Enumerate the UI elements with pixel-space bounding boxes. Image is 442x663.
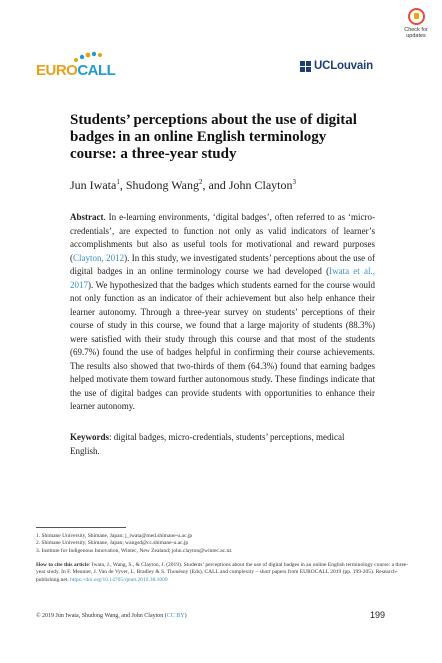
- abstract-text: ). In this study, we investigated students’ perceptions about the use of digital badges in an online terminology course we had developed (: [70, 252, 376, 276]
- author-name: Shudong Wang: [125, 178, 199, 192]
- author-separator: ,: [119, 178, 126, 192]
- footnote-divider: [36, 527, 126, 528]
- author-affiliation-marker: 2: [198, 178, 203, 186]
- abstract-text: ). We hypothesized that the badges which students earned for the course would not only function as an indicator of their achievement but also help enhance their learner autonomy. Through a three-year survey on students’ perceptions of their course of study in this course, we found that a large majority of students (88.3%) were satisfied with their study through this course and that most of the students (69.7%) found the use of badges helpful in confirming their course achievements. The results also showed that two-thirds of them (64.3%) found that earning badges helped motivate them toward further autonomous study. These findings indicate that the use of digital badges can provide students with opportunities to enhance their learner autonomy.: [70, 279, 375, 411]
- author-list: [70, 178, 390, 193]
- check-for-updates-badge[interactable]: [398, 8, 434, 48]
- author-separator: , and: [202, 178, 229, 192]
- keywords-text: : digital badges, micro-credentials, students’ perceptions, medical English.: [70, 432, 345, 456]
- keywords: [70, 431, 375, 458]
- how-to-cite-label: How to cite this article: [36, 562, 89, 568]
- copyright-notice: [36, 613, 286, 619]
- paper-title: Students’ perceptions about the use of digital badges in an online English terminology course: a three-year study: [70, 112, 357, 162]
- eurocall-wordmark: [36, 62, 115, 79]
- footnote-item: 1. Shimane University, Shimane, Japan; j_iwata@med.shimane-u.ac.jp: [36, 533, 193, 539]
- eurocall-logo: [36, 50, 116, 88]
- uclouvain-wordmark: UCLouvain: [314, 60, 373, 72]
- how-to-cite-text: : Iwata, J., Wang, S., & Clayton, J. (2019). Students’ perceptions about the use of digital badges in an online English terminology course: a three-year study. In F. Meunier, J. Van de Vyver, L. Bradley & S. Thouësny (Eds), CALL and complexity – short papers from EUROCALL 2019 (pp. 199-205). Research-publishing.net.: [36, 562, 409, 583]
- citation-link[interactable]: Iwata et al., 2017: [70, 266, 375, 290]
- author-name: John Clayton: [228, 178, 293, 192]
- author-name: Jun Iwata: [70, 178, 117, 192]
- footnote-item: 2. Shimane University, Shimane, Japan; wangsd@cc.shimane-u.ac.jp: [36, 540, 189, 547]
- keywords-label: Keywords: [70, 432, 109, 442]
- footnote-item: 3. Institute for Indigenous Innovation, Wintec, New Zealand; john.clayton@wintec.ac.nz: [36, 547, 232, 554]
- check-updates-label: Check for updates: [404, 27, 428, 39]
- eurocall-wordmark-call: CALL: [77, 62, 116, 79]
- author-affiliation-marker: 1: [116, 178, 120, 186]
- abstract-label: Abstract: [70, 212, 104, 222]
- eurocall-wordmark-euro: EURO: [36, 62, 78, 79]
- copyright-text-end: ): [184, 613, 187, 619]
- uclouvain-logo: [300, 59, 373, 73]
- footnotes: [36, 533, 416, 555]
- citation-link[interactable]: Clayton, 2012: [73, 252, 125, 263]
- abstract-text: . In e-learning environments, ‘digital badges’, often referred to as ‘micro-credentials’, are expected to function not only as valid indicators of learner’s accomplishments but also as useful tools for motivational and reward purposes (: [70, 212, 375, 263]
- abstract: [70, 211, 375, 414]
- author-affiliation-marker: 3: [292, 178, 296, 186]
- how-to-cite: [36, 562, 416, 584]
- page-number: 199: [370, 610, 386, 620]
- doi-link[interactable]: https://doi.org/10.14705/rpnet.2019.38.1009: [70, 576, 168, 583]
- uclouvain-mark-icon: [300, 61, 311, 72]
- copyright-text: © 2019 Jun Iwata, Shudong Wang, and John Clayton (: [36, 613, 167, 619]
- check-updates-icon: [408, 8, 425, 25]
- license-link[interactable]: CC BY: [166, 613, 185, 619]
